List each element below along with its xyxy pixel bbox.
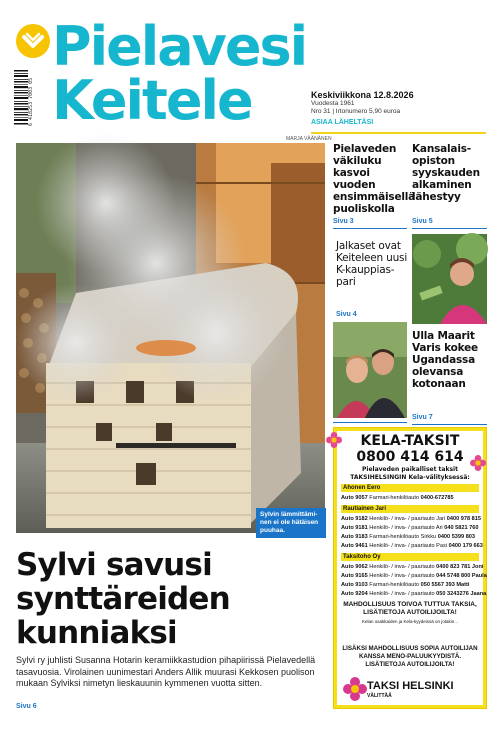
masthead-title-line1: Pielavesi bbox=[52, 15, 307, 78]
kela-taxi-ad[interactable] bbox=[333, 427, 487, 709]
story-merchants-page-ref[interactable]: Sivu 4 bbox=[336, 311, 357, 318]
ad-inner bbox=[337, 431, 487, 705]
flower-icon bbox=[343, 677, 367, 701]
ad-message1: MAHDOLLISUUS TOIVOA TUTTUA TAKSIA, LISÄTIETOJA AUTOILIJOILTA! bbox=[343, 601, 477, 616]
ad-row: Auto 9165 Henkilö- / inva- / paariauto 044 5748 800 Paula bbox=[341, 573, 487, 579]
kiln-photo-illustration bbox=[16, 143, 325, 533]
heart-logo-icon bbox=[16, 24, 50, 58]
ad-row: Auto 9461 Henkilö- / inva- / paariauto Pasi 0400 179 663 bbox=[341, 543, 483, 549]
issue-date: Keskiviikkona 12.8.2026 bbox=[311, 90, 414, 100]
main-page-ref[interactable]: Sivu 6 bbox=[16, 703, 37, 710]
main-lede: Sylvi ry juhlisti Susanna Hotarin keramiikkastudion pihapiirissä Pielavedellä tasavuosia. Virolainen uunimestari Anders Allik muurasi Kekkosen puolison mukaan Sylviksi nimetyn lieskauunin kymmenen vuotta sitten. bbox=[16, 655, 316, 688]
ad-brand: TAKSI HELSINKI bbox=[367, 680, 454, 692]
ad-row: Auto 9182 Henkilö- / inva- / paariauto Jari 0400 978 815 bbox=[341, 516, 481, 522]
divider bbox=[412, 424, 487, 425]
tagline: ASIAA LÄHELTÄSI bbox=[311, 118, 374, 126]
photo-caption: Sylvin lämmittämi-nen ei ole hätäisen puuhaa. bbox=[256, 508, 326, 538]
ad-section-name: Ahonen Eero bbox=[341, 484, 479, 492]
ad-phone[interactable]: 0800 414 614 bbox=[356, 449, 464, 465]
masthead-divider bbox=[311, 132, 486, 134]
story-college-page-ref[interactable]: Sivu 5 bbox=[412, 218, 433, 225]
masthead-title-line2: Keitele bbox=[52, 69, 252, 132]
barcode-icon bbox=[14, 70, 28, 126]
ad-row: Auto 9183 Farmari-henkilöauto Sirkku 0400 5399 803 bbox=[341, 534, 476, 540]
merchants-photo-illustration bbox=[333, 322, 407, 418]
story-population-page-ref[interactable]: Sivu 3 bbox=[333, 218, 354, 225]
divider bbox=[412, 228, 487, 229]
ad-subtitle2: TAKSIHELSINGIN Kela-välityksessä: bbox=[350, 474, 470, 481]
founded-text: Vuodesta 1961 bbox=[311, 100, 355, 107]
barcode-number: 6 418253 7003 05 bbox=[28, 77, 34, 126]
story-uganda-page-ref[interactable]: Sivu 7 bbox=[412, 414, 433, 421]
ad-row: Auto 9103 Farmari-henkilöauto 050 5567 393 Matti bbox=[341, 582, 470, 588]
issue-meta bbox=[311, 90, 481, 126]
merchants-photo[interactable] bbox=[333, 322, 407, 418]
story-college-headline[interactable]: Kansalais-opiston syyskauden alkaminen lähestyy bbox=[412, 143, 480, 203]
ad-message2: LISÄKSI MAHDOLLISUUS SOPIA AUTOILIJAN KANSSA MENO-PALUUKYYDISTÄ. LISÄTIETOJA AUTOILIJOILTA! bbox=[342, 645, 478, 668]
ad-fine-print: Kelan osakkaiden ja Kela-kyydeissä on jotakin... bbox=[361, 619, 459, 624]
main-headline[interactable]: Sylvi savusi synttäreiden kunniaksi bbox=[16, 547, 230, 651]
flower-icon bbox=[470, 455, 486, 471]
story-population-headline[interactable]: Pielaveden väkiluku kasvoi vuoden ensimmäisellä puoliskolla bbox=[333, 143, 416, 215]
divider bbox=[333, 228, 407, 229]
ad-section-name: Rautiainen Jari bbox=[341, 505, 479, 513]
ad-row: Auto 9181 Henkilö- / inva- / paariauto Ari 040 5821 760 bbox=[341, 525, 479, 531]
divider bbox=[333, 422, 407, 423]
uganda-photo-illustration bbox=[412, 234, 487, 324]
masthead bbox=[0, 0, 500, 140]
uganda-photo[interactable] bbox=[412, 234, 487, 324]
kiln-photo[interactable] bbox=[16, 143, 325, 533]
photo-credit: MARJA VÄÄNÄNEN bbox=[286, 136, 332, 142]
ad-subtitle: Pielaveden paikalliset taksit bbox=[362, 466, 458, 473]
ad-section-name: Taksitoho Oy bbox=[341, 553, 479, 561]
story-merchants-headline[interactable]: Jalkaset ovat Keiteleen uusi K-kauppias-pari bbox=[336, 240, 408, 288]
story-uganda-headline[interactable]: Ulla Maarit Varis kokee Ugandassa olevansa kotonaan bbox=[412, 330, 478, 390]
ad-row: Auto 9062 Henkilö- / inva- / paariauto 0400 823 781 Joni bbox=[341, 564, 484, 570]
ad-row: Auto 9204 Henkilö- / inva- / paariauto 050 3243276 Jaana bbox=[341, 591, 487, 597]
issue-number: Nro 31 | Irtonumero 5,90 euroa bbox=[311, 108, 401, 116]
ad-brand-sub: VÄLITTÄÄ bbox=[367, 693, 392, 699]
flower-icon bbox=[326, 432, 342, 448]
ad-title: KELA-TAKSIT bbox=[360, 433, 460, 449]
ad-row: Auto 9057 Farmari-henkilöauto 0400-672785 bbox=[341, 495, 454, 501]
